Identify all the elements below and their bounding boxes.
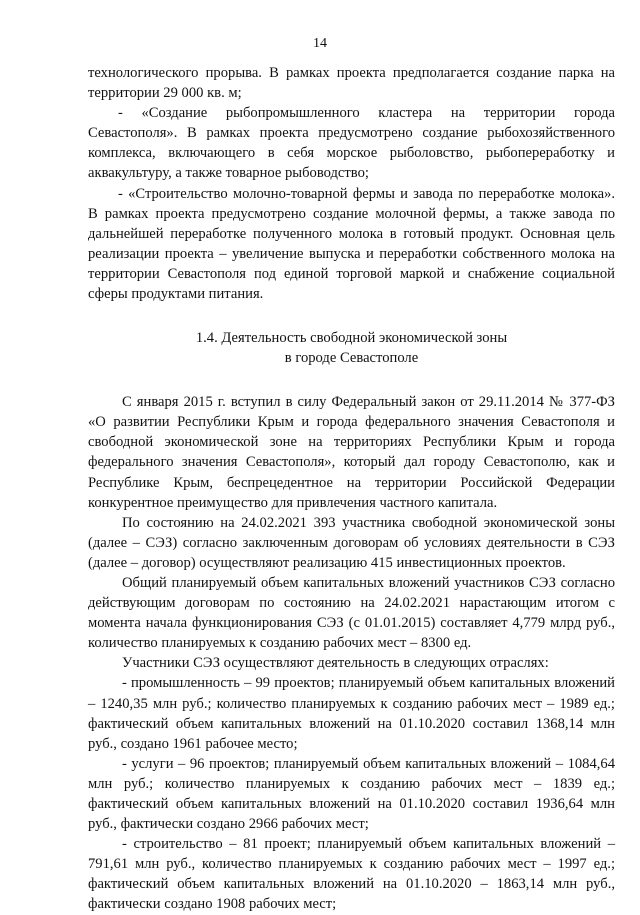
document-body: [88, 63, 615, 915]
page-number: 14: [313, 36, 327, 51]
list-item-services: - услуги – 96 проектов; планируемый объем капитальных вложений – 1084,64 млн руб.; количество планируемых к созданию рабочих мест – 1839 ед.; фактический объем капитальных вложений на 01.10.2020 составил 1936,64 млн руб., фактически создано 2966 рабочих мест;: [88, 755, 615, 833]
paragraph-industries-intro: Участники СЭЗ осуществляют деятельность в следующих отраслях:: [122, 655, 549, 672]
list-item-construction: - строительство – 81 проект; планируемый объем капитальных вложений – 791,61 млн руб., количество планируемых к созданию рабочих мест – 1997 ед.; фактический объем капитальных вложений на 01.10.2020 – 1863,14 млн руб., фактически создано 1908 рабочих мест;: [88, 836, 615, 913]
section-heading: [88, 328, 615, 368]
list-item-industry: - промышленность – 99 проектов; планируемый объем капитальных вложений – 1240,35 млн руб.; количество планируемых к созданию рабочих мест – 1989 ед.; фактический объем капитальных вложений на 01.10.2020 составил 1368,14 млн руб., создано 1961 рабочее место;: [88, 675, 615, 752]
paragraph-federal-law: С января 2015 г. вступил в силу Федеральный закон от 29.11.2014 № 377-ФЗ «О развитии Республики Крым и города федерального значения Севастополя и свободной экономической зоне на территориях Республики Крым и города федерального значения Севастополя», который дал городу Севастополю, как и Республике Крым, беспрецедентное на территории Российской Федерации конкурентное преимущество для привлечения частного капитала.: [88, 394, 615, 511]
paragraph-dairy-farm: - «Строительство молочно-товарной фермы и завода по переработке молока». В рамках проекта предусмотрено создание молочной фермы, а также завода по дальнейшей переработке полученного молока в готовый продукт. Основная цель реализации проекта – увеличение выпуска и переработки собственного молока на территории Севастополя под единой торговой маркой и снабжение социальной сферы продуктами питания.: [88, 185, 615, 303]
paragraph-investment-total: Общий планируемый объем капитальных вложений участников СЭЗ согласно действующим договорам по состоянию на 24.02.2021 нарастающим итогом с момента начала функционирования СЭЗ (с 01.01.2015) составляет 4,779 млрд руб., количество планируемых к созданию рабочих мест – 8300 ед.: [88, 574, 615, 652]
paragraph-park-continuation: технологического прорыва. В рамках проекта предполагается создание парка на территории 29 000 кв. м;: [88, 65, 615, 102]
section-heading-line-2: в городе Севастополе: [284, 350, 419, 367]
paragraph-fish-cluster: - «Создание рыбопромышленного кластера на территории города Севастополя». В рамках проекта предусмотрено создание рыбохозяйственного комплекса, включающего в себя морское рыболовство, рыбопереработку и аквакультуру, а также товарное рыбоводство;: [88, 105, 615, 182]
paragraph-participants: По состоянию на 24.02.2021 393 участника свободной экономической зоны (далее – СЭЗ) согласно заключенным договорам об условиях деятельности в СЭЗ (далее – договор) осуществляют реализацию 415 инвестиционных проектов.: [88, 514, 615, 571]
section-heading-line-1: 1.4. Деятельность свободной экономической зоны: [195, 330, 508, 347]
